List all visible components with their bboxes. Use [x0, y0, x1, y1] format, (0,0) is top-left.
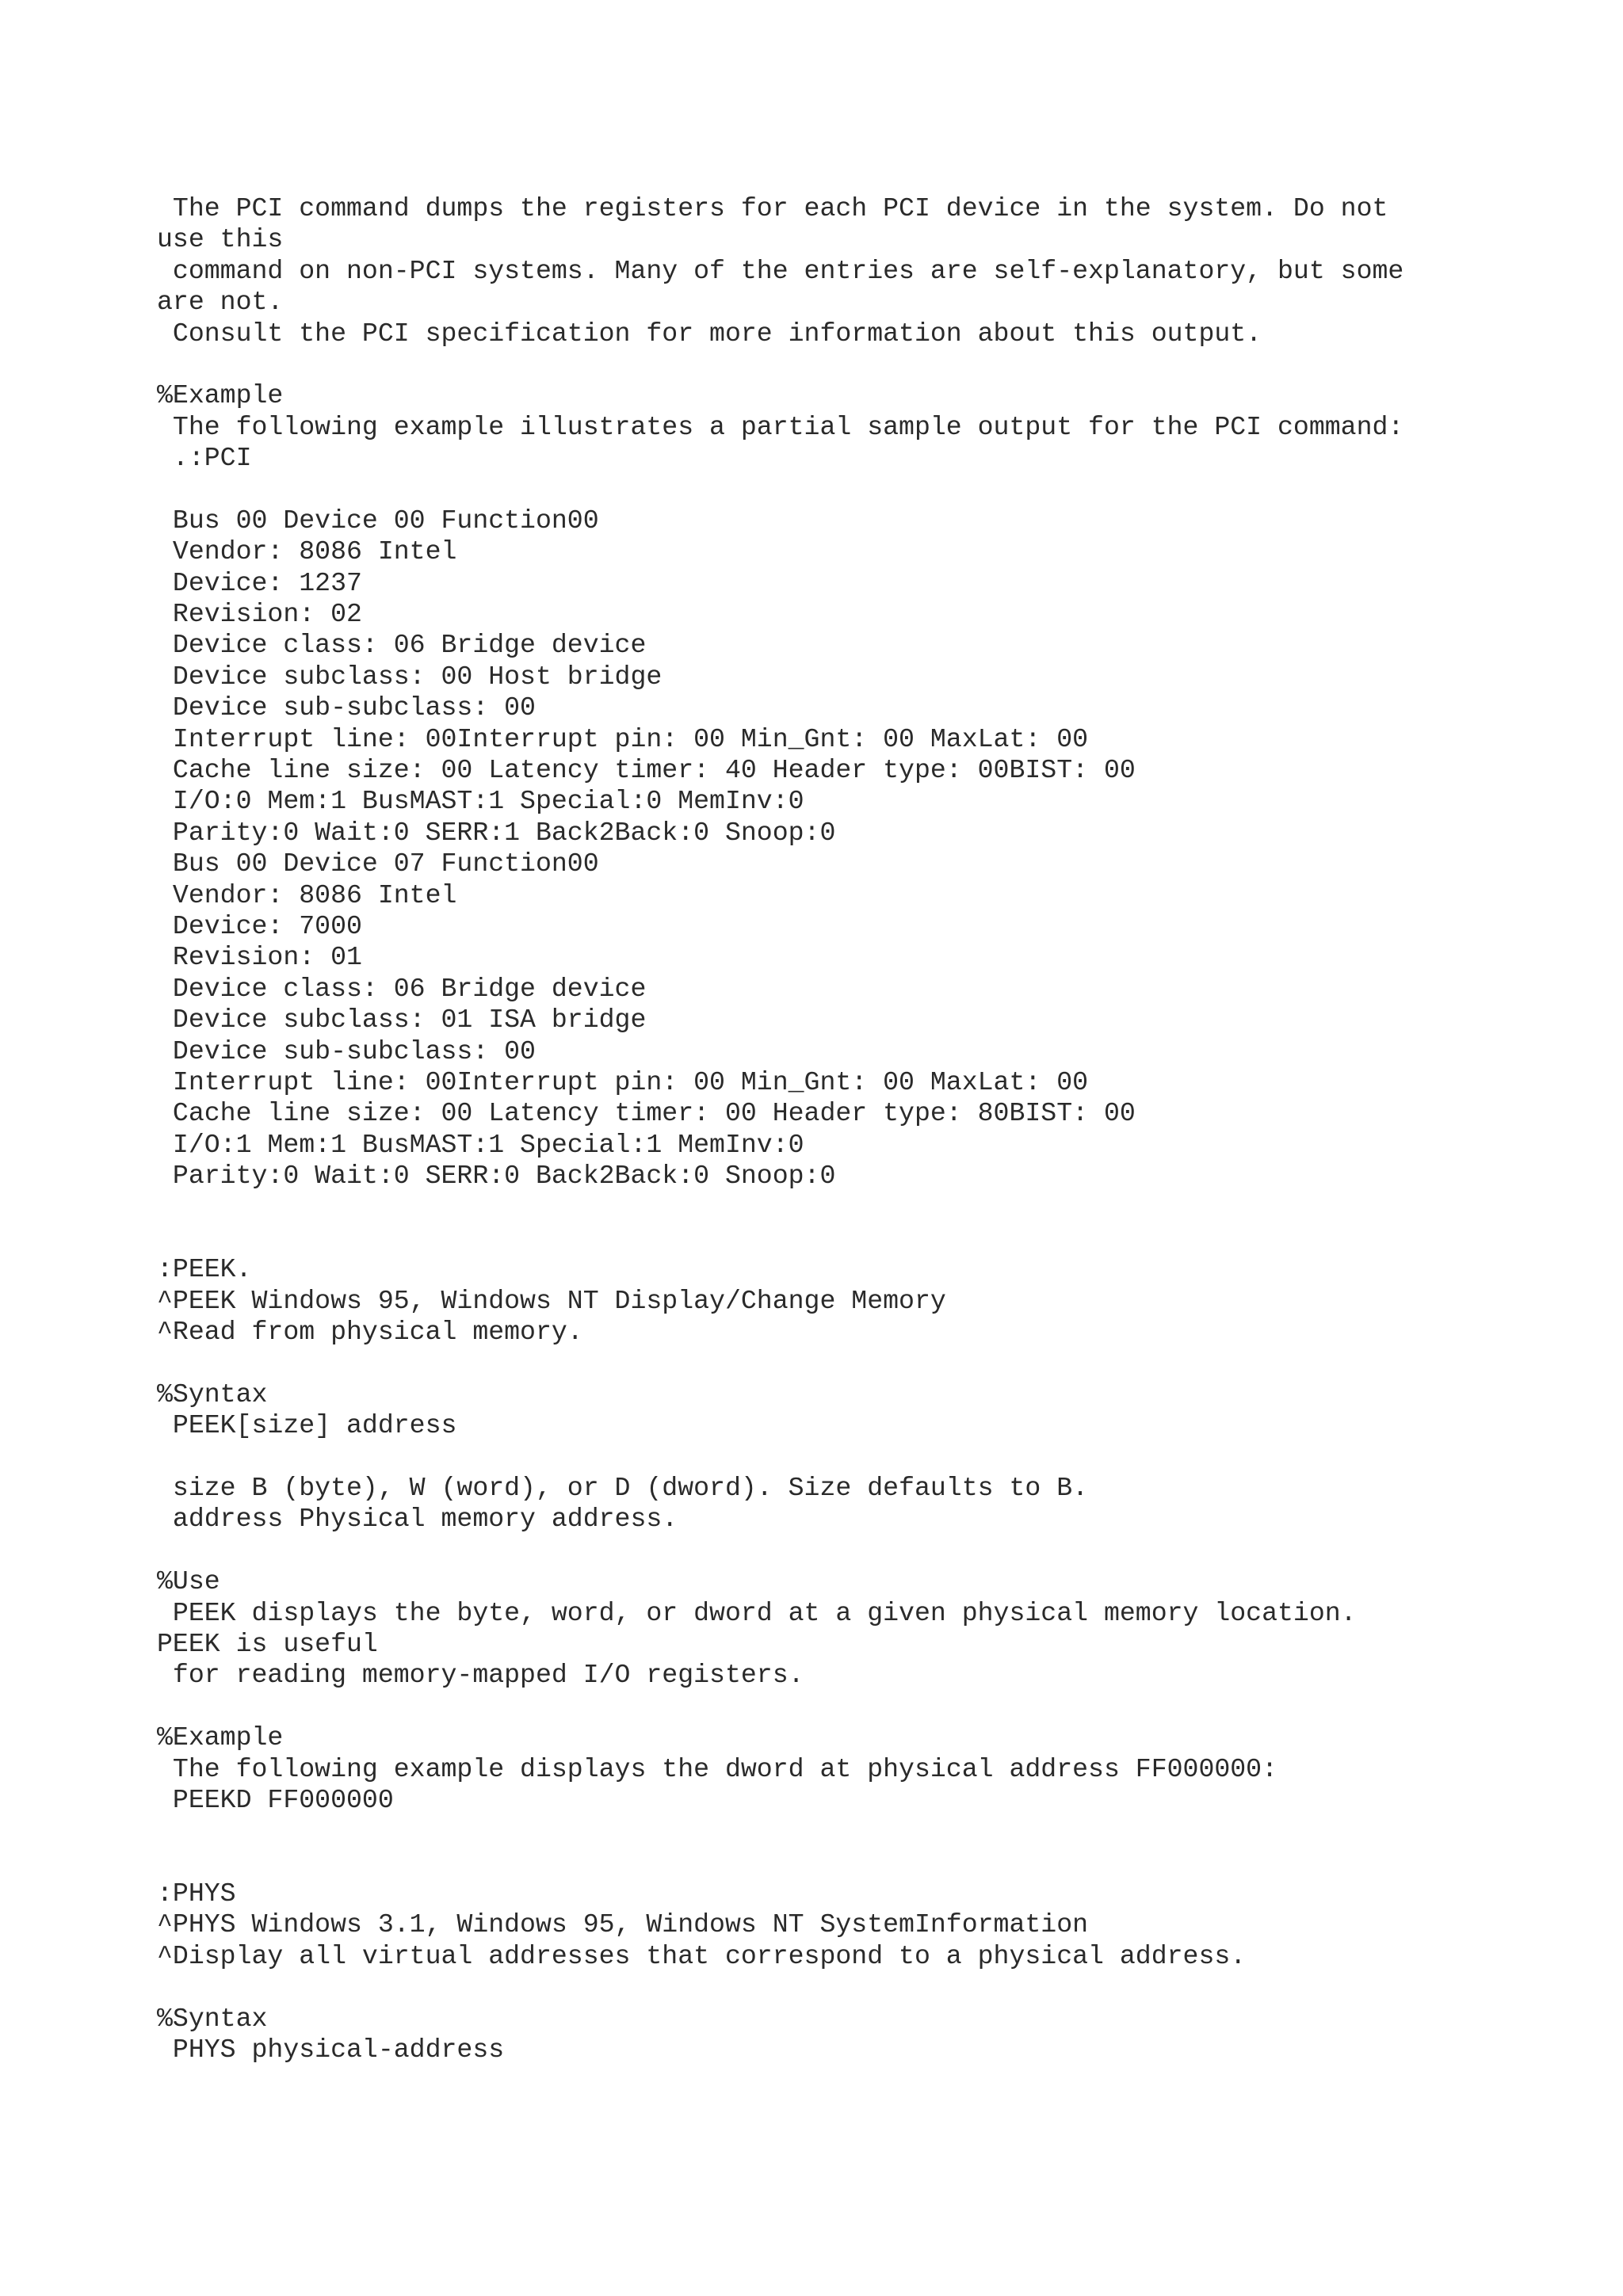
- text-line: for reading memory-mapped I/O registers.: [157, 1660, 804, 1691]
- text-line: Device sub-subclass: 00: [157, 1035, 536, 1066]
- text-line: Device subclass: 01 ISA bridge: [157, 1005, 647, 1035]
- text-line: Cache line size: 00 Latency timer: 40 Header type: 00BIST: 00: [157, 755, 1136, 786]
- text-line: PEEK displays the byte, word, or dword at a given physical memory location.: [157, 1597, 1357, 1628]
- text-line: address Physical memory address.: [157, 1504, 678, 1535]
- text-line: Device: 1237: [157, 567, 362, 598]
- text-line: [157, 349, 1583, 380]
- text-line: I/O:0 Mem:1 BusMAST:1 Special:0 MemInv:0: [157, 786, 804, 817]
- text-line: Revision: 01: [157, 942, 362, 973]
- text-line: :PEEK.: [157, 1254, 252, 1285]
- text-line: ^Read from physical memory.: [157, 1317, 583, 1348]
- text-line: ^PHYS Windows 3.1, Windows 95, Windows NT SystemInformation: [157, 1909, 1089, 1940]
- text-line: Device class: 06 Bridge device: [157, 973, 647, 1004]
- text-line: [157, 1442, 1583, 1473]
- text-line: ^PEEK Windows 95, Windows NT Display/Change Memory: [157, 1285, 946, 1316]
- text-line: [157, 1972, 1583, 2003]
- text-line: %Example: [157, 380, 284, 411]
- text-line: Vendor: 8086 Intel: [157, 536, 457, 567]
- text-line: The following example displays the dword at physical address FF000000:: [157, 1753, 1278, 1784]
- text-line: %Syntax: [157, 2003, 268, 2034]
- text-line: [157, 1691, 1583, 1722]
- text-line: %Use: [157, 1566, 220, 1597]
- text-line: Device class: 06 Bridge device: [157, 630, 647, 661]
- text-line: Revision: 02: [157, 599, 362, 630]
- text-line: PEEK[size] address: [157, 1410, 457, 1441]
- text-line: Parity:0 Wait:0 SERR:1 Back2Back:0 Snoop:0: [157, 817, 836, 848]
- text-line: [157, 1848, 1583, 1878]
- text-line: [157, 1816, 1583, 1847]
- text-line: PEEKD FF000000: [157, 1784, 394, 1815]
- text-line: I/O:1 Mem:1 BusMAST:1 Special:1 MemInv:0: [157, 1129, 804, 1160]
- text-line: use this: [157, 224, 284, 255]
- text-line: %Syntax: [157, 1379, 268, 1409]
- text-line: Device sub-subclass: 00: [157, 692, 536, 723]
- text-line: %Example: [157, 1722, 284, 1753]
- text-line: Device: 7000: [157, 910, 362, 941]
- text-line: [157, 1348, 1583, 1379]
- text-line: Interrupt line: 00Interrupt pin: 00 Min_Gnt: 00 MaxLat: 00: [157, 1066, 1089, 1097]
- text-line: The PCI command dumps the registers for each PCI device in the system. Do not: [157, 193, 1388, 223]
- text-line: :PHYS: [157, 1878, 236, 1909]
- text-line: ^Display all virtual addresses that correspond to a physical address.: [157, 1940, 1247, 1971]
- text-line: size B (byte), W (word), or D (dword). Size defaults to B.: [157, 1473, 1089, 1504]
- document-page: [157, 193, 1583, 2065]
- text-line: Cache line size: 00 Latency timer: 00 Header type: 80BIST: 00: [157, 1098, 1136, 1129]
- text-line: [157, 1535, 1583, 1566]
- text-line: Consult the PCI specification for more information about this output.: [157, 318, 1262, 349]
- text-line: Device subclass: 00 Host bridge: [157, 661, 663, 692]
- text-line: PHYS physical-address: [157, 2035, 505, 2065]
- text-line: Parity:0 Wait:0 SERR:0 Back2Back:0 Snoop:0: [157, 1161, 836, 1192]
- text-line: .:PCI: [157, 443, 252, 474]
- text-line: [157, 1192, 1583, 1223]
- text-line: command on non-PCI systems. Many of the entries are self-explanatory, but some: [157, 255, 1404, 286]
- text-line: PEEK is useful: [157, 1628, 378, 1659]
- text-line: The following example illustrates a partial sample output for the PCI command:: [157, 411, 1404, 442]
- text-line: Interrupt line: 00Interrupt pin: 00 Min_Gnt: 00 MaxLat: 00: [157, 723, 1089, 754]
- text-line: [157, 475, 1583, 505]
- text-line: are not.: [157, 287, 284, 318]
- text-line: Vendor: 8086 Intel: [157, 879, 457, 910]
- text-line: Bus 00 Device 00 Function00: [157, 505, 599, 536]
- text-line: Bus 00 Device 07 Function00: [157, 849, 599, 879]
- text-line: [157, 1223, 1583, 1254]
